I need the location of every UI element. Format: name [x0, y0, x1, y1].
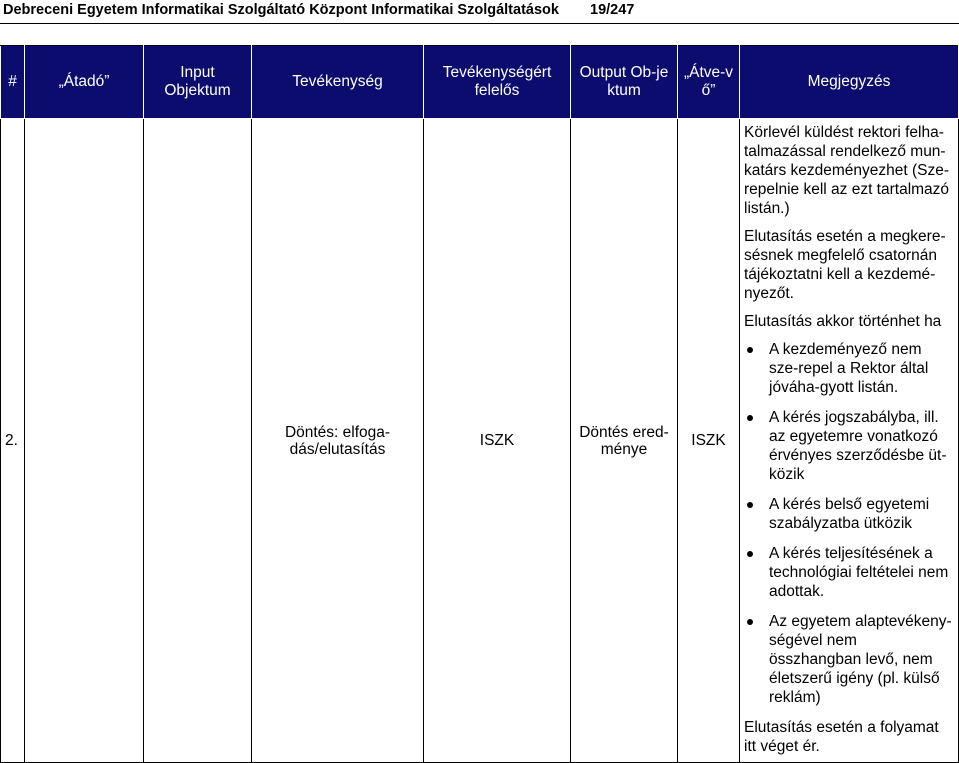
bullet-icon [747, 502, 753, 508]
col-header-output: Output Ob-jektum [571, 46, 678, 119]
col-header-atado: „Átadó” [25, 46, 144, 119]
list-item: A kérés jogszabályba, ill. az egyetemre vonatkozó érvényes szerződésbe üt-közik [744, 408, 952, 484]
list-item: Az egyetem alaptevékeny-ségével nem összhangban levő, nem életszerű igény (pl. külső reklám) [744, 612, 952, 707]
cell-atado [25, 119, 144, 763]
bullet-icon [747, 347, 753, 353]
note-paragraph: Elutasítás akkor történhet ha [744, 313, 942, 330]
col-header-number: # [1, 46, 25, 119]
cell-output: Döntés ered-ménye [571, 119, 678, 763]
bullet-icon [747, 619, 753, 625]
col-header-felelos: Tevékenységért felelős [424, 46, 571, 119]
note-paragraph: Körlevél küldést rektori felha-talmazással rendelkező mun-katárs kezdeményezhet (Sze-repelnie kell az ezt tartalmazó listán.) [744, 124, 950, 217]
list-item: A kérés teljesítésének a technológiai feltételei nem adottak. [744, 544, 952, 601]
col-header-atvevo: „Átve-vő” [678, 46, 740, 119]
page-number: 19/247 [590, 2, 635, 18]
note-paragraph: Elutasítás esetén a megkere-sésnek megfelelő csatornán tájékoztatni kell a kezdemé-nyezőt. [744, 228, 946, 302]
cell-tevekenyseg: Döntés: elfoga-dás/elutasítás [252, 119, 424, 763]
col-header-input: Input Objektum [144, 46, 252, 119]
cell-input [144, 119, 252, 763]
note-paragraph: Elutasítás esetén a folyamat itt véget ér. [744, 719, 939, 755]
list-item: A kezdeményező nem sze-repel a Rektor által jóváha-gyott listán. [744, 340, 952, 397]
page-header [0, 0, 959, 24]
cell-felelos: ISZK [424, 119, 571, 763]
bullet-icon [747, 415, 753, 421]
process-table [0, 45, 959, 763]
rejection-reasons-list [744, 340, 952, 707]
cell-atvevo: ISZK [678, 119, 740, 763]
cell-megjegyzes [740, 119, 959, 763]
col-header-megjegyzes: Megjegyzés [740, 46, 959, 119]
bullet-icon [747, 551, 753, 557]
table-header-row [1, 46, 959, 119]
col-header-tevekenyseg: Tevékenység [252, 46, 424, 119]
table-row [1, 119, 959, 763]
list-item: A kérés belső egyetemi szabályzatba ütközik [744, 495, 952, 533]
document-title: Debreceni Egyetem Informatikai Szolgáltató Központ Informatikai Szolgáltatások [3, 2, 559, 18]
cell-number: 2. [1, 119, 25, 763]
